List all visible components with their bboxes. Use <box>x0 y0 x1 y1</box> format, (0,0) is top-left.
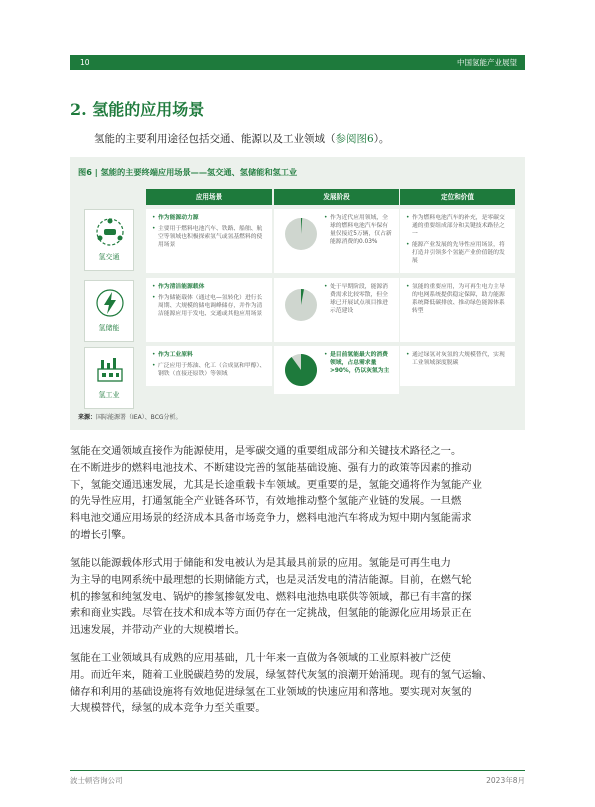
fuel-cell-vehicle-icon <box>95 217 125 247</box>
stage-cell-industry <box>274 346 399 394</box>
footer <box>70 770 525 785</box>
paragraph-line: 用。而近年来，随着工业脱碳趋势的发展，绿氢替代灰氢的浪潮开始涌现。现有的氢气运输、 <box>70 668 493 681</box>
paragraph-line: 的先导性应用，打通氢能全产业链各环节，有效地推动整个氢能产业链的发展。一旦燃 <box>70 495 462 508</box>
paragraph-line: 氢能在交通领域直接作为能源使用，是零碳交通的重要组成部分和关键技术路径之一。 <box>70 445 462 457</box>
row-label-storage <box>84 280 134 342</box>
stage-cell-storage <box>274 278 399 342</box>
paragraph-transport <box>70 443 528 544</box>
row-label-text: 氢交通 <box>98 253 120 261</box>
pie-share-slice <box>285 354 317 386</box>
factory-icon <box>95 355 125 385</box>
value-cell-industry <box>400 346 515 386</box>
stage-cell-transport <box>274 209 399 273</box>
scene-cell-storage <box>146 278 272 342</box>
row-label-industry <box>84 347 134 409</box>
paragraph-line: 的增长引擎。 <box>70 528 132 541</box>
paragraph-line: 索和商业实践。尽管在技术和成本等方面仍存在一定挑战，但氢能的能源化应用场景正在 <box>70 607 472 620</box>
section-intro <box>94 131 389 146</box>
scene-cell-industry <box>146 346 272 386</box>
scene-cell-transport <box>146 209 272 273</box>
paragraph-line: 机的掺氢和纯氢发电、锅炉的掺氢掺氨发电、燃料电池热电联供等领域，都已有丰富的探 <box>70 590 472 603</box>
paragraph-line: 为主导的电网系统中最理想的长期储能方式，也是灵活发电的清洁能源。目前，在燃气轮 <box>70 573 472 586</box>
paragraph-line: 下，氢能交通迅速发展，尤其是长途重载卡车领域。更重要的是，氢能交通将作为氢能产业 <box>70 478 482 491</box>
paragraph-storage <box>70 555 528 639</box>
figure-reference-link[interactable]: 参阅图6 <box>335 133 374 145</box>
value-cell-transport <box>400 209 515 273</box>
paragraph-line: 在不断进步的燃料电池技术、不断建设完善的氢能基础设施、强有力的政策等因素的推动 <box>70 461 472 474</box>
column-header-value: 定位和价值 <box>400 189 515 205</box>
row-label-text: 氢储能 <box>98 324 120 332</box>
figure-6 <box>70 157 525 430</box>
scene-item: • 作为储能载体（通过电—氢转化）进行长周期、大规模的储电调峰储存，并作为清洁能源应用于发电、交通或其他应用场景 <box>152 294 266 318</box>
row-label-transport <box>84 209 134 271</box>
stage-pie-transport <box>284 217 318 251</box>
paragraph-line: 料电池交通应用场景的经济成本具备市场竞争力，燃料电池汽车将成为短中期内氢能需求 <box>70 512 472 525</box>
footer-date: 2023年8月 <box>486 776 525 785</box>
paragraph-line: 迅速发展，并带动产业的大规模增长。 <box>70 624 246 637</box>
paragraph-line: 储存和利用的基础设施将有效地促进绿氢在工业领域的快速应用和落地。要实现对灰氢的 <box>70 685 472 698</box>
row-label-text: 氢工业 <box>98 391 120 399</box>
stage-pie-industry <box>284 353 318 387</box>
source-text: 国际能源署（IEA）、BCG分析。 <box>96 414 182 421</box>
paragraph-line: 氢能以能源载体形式用于储能和发电被认为是其最具前景的应用。氢能是可再生电力 <box>70 557 451 569</box>
header-bar <box>70 55 525 70</box>
figure-source <box>78 412 182 421</box>
value-item: • 能源产业发展的先导性应用场景，将打造并引领多个氢能产业价值链的发展 <box>406 241 509 265</box>
stage-pie-storage <box>284 288 318 322</box>
paragraph-line: 氢能在工业领域具有成熟的应用基础，几十年来一直做为各领域的工业原料被广泛使 <box>70 652 451 664</box>
intro-suffix: ）。 <box>373 133 390 145</box>
value-item: • 作为燃料电池汽车的补充，是零碳交通的重要组成部分和关键技术路径之一 <box>406 214 509 238</box>
scene-item: • 主要用于燃料电池汽车、铁路、船舶、航空等领域也积极探索氢气或氢基燃料的使用场景 <box>152 225 266 249</box>
stage-text: • 是目前氢能最大的消费领域，占总需求量>90%，仍以灰氢为主 <box>324 351 393 375</box>
value-item: • 通过绿氢对灰氢的大规模替代，实现工业领域深度脱碳 <box>406 351 509 367</box>
paragraph-line: 大规模替代，绿氢的成本竞争力至关重要。 <box>70 702 266 715</box>
stage-text: • 作为近代应用领域，全球的燃料电池汽车保有量仅接近5万辆，仅占新能源消费的0.03% <box>324 214 393 246</box>
section-title: 2. 氢能的应用场景 <box>70 100 205 119</box>
intro-prefix: 氢能的主要利用途径包括交通、能源以及工业领域（ <box>94 133 336 145</box>
report-title: 中国氢能产业展望 <box>457 58 517 67</box>
stage-text: • 处于早期阶段，能源消费需求比较零散，但全球已开展试点项目推进示范建设 <box>324 283 393 315</box>
value-item: • 氢能的重要应用，为可再生电力主导的电网系统提供稳定保障，助力能源系统降低碳排放、推动绿色能源体系转型 <box>406 283 509 315</box>
column-header-scene: 应用场景 <box>146 189 272 205</box>
scene-item: • 作为工业原料 <box>152 351 266 359</box>
lightning-icon <box>95 288 125 318</box>
value-cell-storage <box>400 278 515 342</box>
column-header-stage: 发展阶段 <box>274 189 399 205</box>
paragraph-industry <box>70 650 528 717</box>
figure-title: 图6 | 氢能的主要终端应用场景——氢交通、氢储能和氢工业 <box>78 167 298 177</box>
scene-item: • 广泛应用于炼油、化工（合成氨和甲醇）、钢铁（直接还原铁）等领域 <box>152 362 266 378</box>
source-label: 来源： <box>78 414 97 421</box>
scene-item: • 作为清洁能源载体 <box>152 283 266 291</box>
footer-publisher: 波士顿咨询公司 <box>70 776 123 785</box>
page-number: 10 <box>80 58 90 67</box>
scene-item: • 作为能源动力源 <box>152 214 266 222</box>
